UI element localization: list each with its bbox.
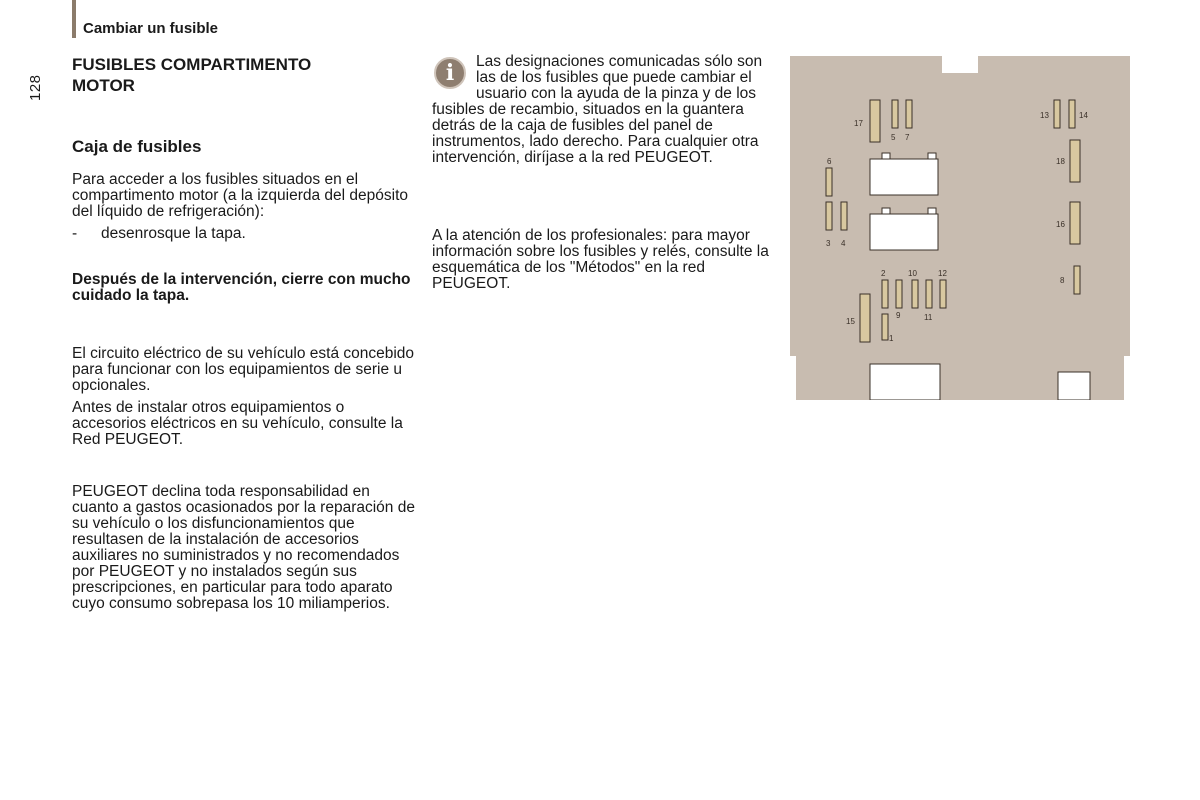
fuse-label-15: 15 (846, 317, 855, 326)
fuse-label-5: 5 (891, 133, 896, 142)
info-note (432, 54, 777, 166)
fuse-label-11: 11 (924, 313, 933, 322)
left-column (72, 54, 417, 612)
fuse-5 (892, 100, 898, 128)
fuse-6 (826, 168, 832, 196)
after-intervention-note: Después de la intervención, cierre con mucho cuidado la tapa. (72, 271, 411, 304)
fuse-label-13: 13 (1040, 111, 1049, 120)
fuse-17 (870, 100, 880, 142)
bottom-relay (870, 364, 940, 400)
fuse-1 (882, 314, 888, 340)
fuse-8 (1074, 266, 1080, 294)
page-header-title: Cambiar un fusible (83, 20, 219, 37)
info-note-text: Las designaciones comunicadas sólo son las de los fusibles que puede cambiar el usuario con la ayuda de la pinza y de los fusibles de recambio, situados en la guantera detrás de la caja de fusibles del panel de instrumentos, lado derecho. Para cualquier otra intervención, diríjase a la red PEUGEOT. (432, 53, 763, 166)
fuse-12 (940, 280, 946, 308)
page-number: 128 (27, 74, 44, 101)
fuse-13 (1054, 100, 1060, 128)
section-title (72, 54, 417, 96)
fuse-18 (1070, 140, 1080, 182)
bottom-right-cutout (1124, 356, 1130, 400)
info-icon: i (434, 57, 466, 89)
fuse-7 (906, 100, 912, 128)
section-title-line2: MOTOR (72, 76, 135, 95)
subsection-title: Caja de fusibles (72, 137, 202, 156)
bottom-right-socket (1058, 372, 1090, 400)
section-title-line1: FUSIBLES COMPARTIMENTO (72, 55, 312, 74)
relay-middle (870, 208, 938, 250)
access-paragraph: Para acceder a los fusibles situados en el compartimento motor (a la izquierda del depósito del líquido de refrigeración): (72, 171, 409, 220)
header-accent-bar (72, 0, 76, 38)
fuse-14 (1069, 100, 1075, 128)
fuse-16 (1070, 202, 1080, 244)
fuse-label-10: 10 (908, 269, 917, 278)
fuse-label-8: 8 (1060, 276, 1065, 285)
fuse-box-diagram (790, 56, 1130, 400)
bottom-left-cutout (790, 356, 796, 400)
fuse-label-17: 17 (854, 119, 863, 128)
fuse-label-1: 1 (889, 334, 894, 343)
fuse-label-18: 18 (1056, 157, 1065, 166)
fuse-label-4: 4 (841, 239, 846, 248)
fuse-10 (912, 280, 918, 308)
middle-column (432, 54, 777, 292)
bullet-text: desenrosque la tapa. (101, 225, 246, 242)
fuse-label-3: 3 (826, 239, 831, 248)
fuse-label-9: 9 (896, 311, 901, 320)
professionals-paragraph: A la atención de los profesionales: para mayor información sobre los fusibles y relés, consulte la esquemática de los "Métodos" en la red PEUGEOT. (432, 227, 769, 292)
fuse-11 (926, 280, 932, 308)
fuse-label-16: 16 (1056, 220, 1065, 229)
relay-top (870, 153, 938, 195)
fuse-9 (896, 280, 902, 308)
circuit-paragraph: El circuito eléctrico de su vehículo está concebido para funcionar con los equipamientos de serie u opcionales. (72, 345, 415, 394)
fuse-15 (860, 294, 870, 342)
bullet-dash: - (72, 225, 78, 242)
fuse-label-6: 6 (827, 157, 832, 166)
fuse-label-2: 2 (881, 269, 886, 278)
fuse-label-7: 7 (905, 133, 910, 142)
fuse-4 (841, 202, 847, 230)
fuse-label-12: 12 (938, 269, 947, 278)
disclaimer-paragraph: PEUGEOT declina toda responsabilidad en cuanto a gastos ocasionados por la reparación de su vehículo o los disfuncionamientos que resultasen de la instalación de accesorios auxiliares no suministrados y no recomendados por PEUGEOT y no instalados según sus prescripciones, en particular para todo aparato cuyo consumo sobrepasa los 10 miliamperios. (72, 483, 415, 612)
fuse-3 (826, 202, 832, 230)
install-paragraph: Antes de instalar otros equipamientos o accesorios eléctricos en su vehículo, consulte la Red PEUGEOT. (72, 399, 403, 448)
fuse-2 (882, 280, 888, 308)
fuse-label-14: 14 (1079, 111, 1088, 120)
bullet-item (72, 226, 417, 242)
top-notch (942, 56, 978, 73)
